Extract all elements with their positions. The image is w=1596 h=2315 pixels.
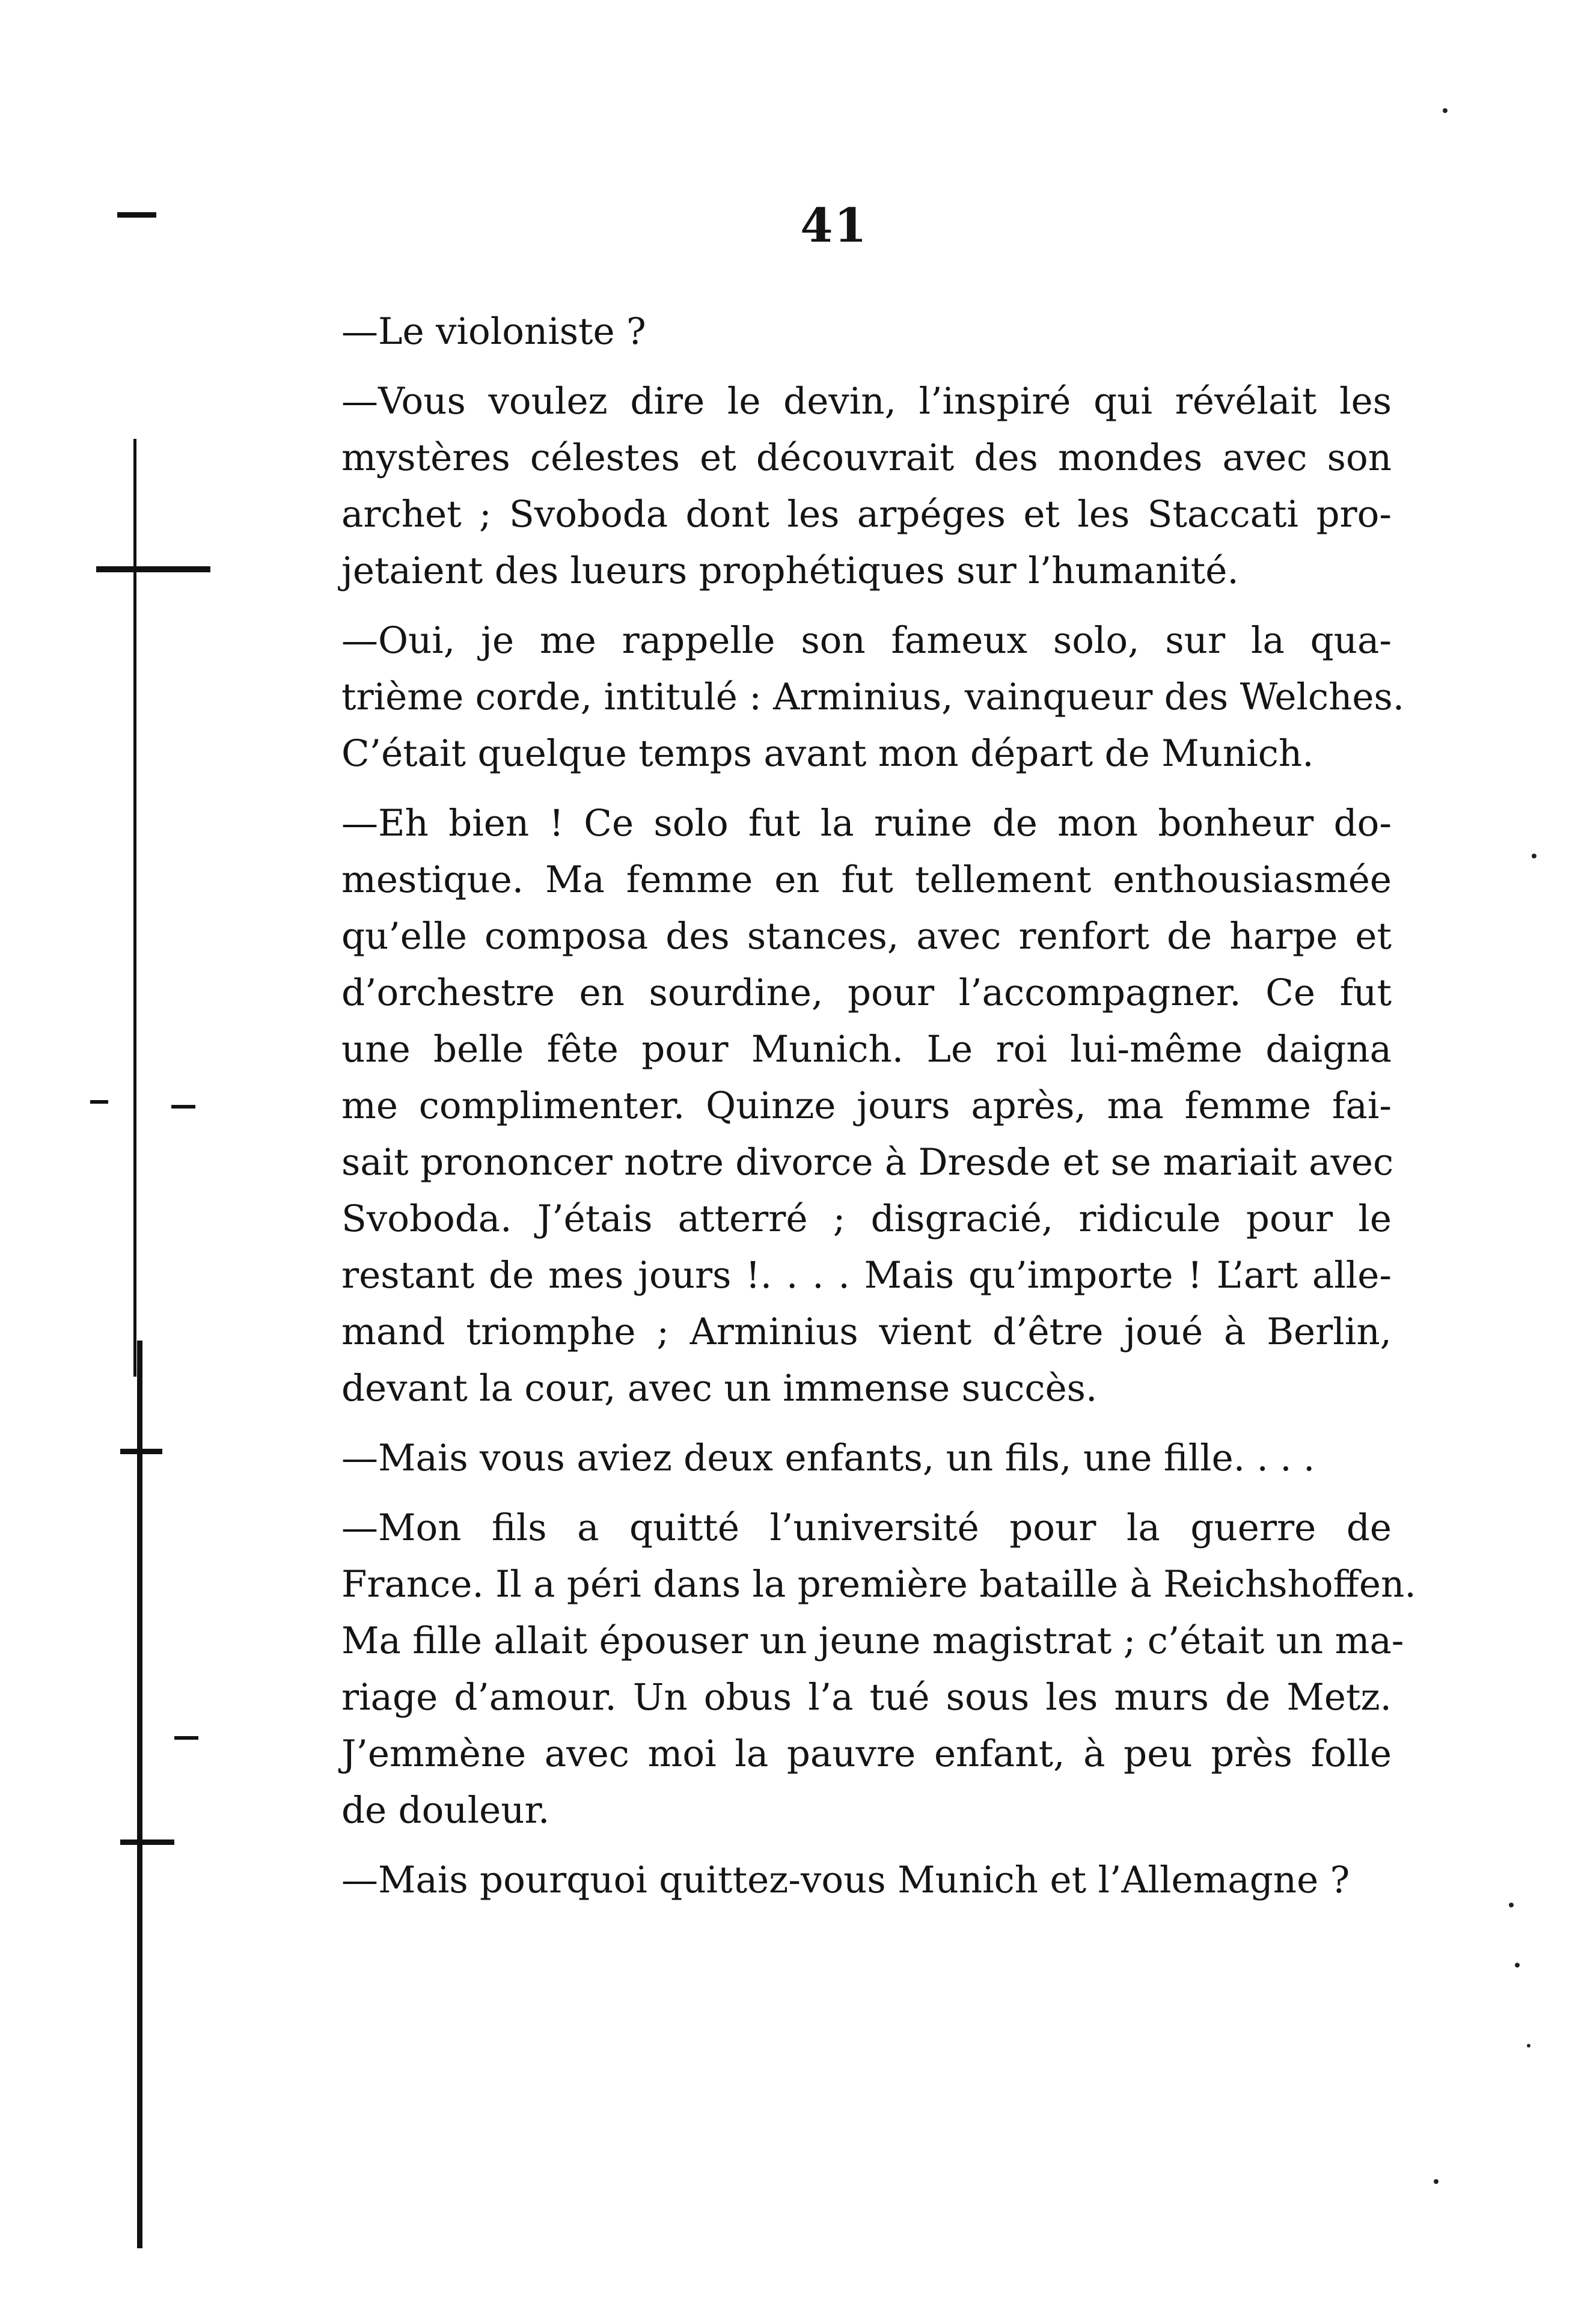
text-line: d’orchestre en sourdine, pour l’accompagner. Ce fut <box>341 971 1392 1014</box>
text-line: trième corde, intitulé : Arminius, vainqueur des Welches. <box>341 676 1405 718</box>
text-line: me complimenter. Quinze jours après, ma femme fai- <box>341 1084 1392 1127</box>
text-line: J’emmène avec moi la pauvre enfant, à peu près folle <box>341 1732 1392 1775</box>
text-line: mand triomphe ; Arminius vient d’être joué à Berlin, <box>341 1310 1392 1353</box>
text-line: —Mais pourquoi quittez-vous Munich et l’Allemagne ? <box>341 1859 1350 1901</box>
page-number: 41 <box>800 198 868 253</box>
margin-tick-6 <box>171 1105 195 1109</box>
scan-speck <box>1527 2044 1530 2047</box>
margin-tick-4 <box>120 1839 174 1845</box>
text-line: —Vous voulez dire le devin, l’inspiré qui révélait les <box>341 380 1392 423</box>
text-line: Ma fille allait épouser un jeune magistrat ; c’était un ma- <box>341 1619 1404 1662</box>
scan-speck <box>1443 108 1448 113</box>
paragraph-4 <box>301 795 1392 1417</box>
scan-speck <box>1509 1903 1514 1907</box>
text-line: —Le violoniste ? <box>341 310 646 353</box>
text-line: —Mon fils a quitté l’université pour la guerre de <box>341 1506 1392 1549</box>
paragraph-1 <box>301 304 1392 360</box>
scan-speck <box>1515 1963 1520 1968</box>
text-line: de douleur. <box>341 1789 550 1832</box>
text-line: devant la cour, avec un immense succès. <box>341 1367 1098 1410</box>
text-line: riage d’amour. Un obus l’a tué sous les murs de Metz. <box>341 1676 1392 1719</box>
margin-tick-7 <box>174 1736 198 1740</box>
text-line: Svoboda. J’étais atterré ; disgracié, ridicule pour le <box>341 1197 1392 1240</box>
text-line: —Oui, je me rappelle son fameux solo, sur la qua- <box>341 619 1392 662</box>
text-line: —Mais vous aviez deux enfants, un fils, une fille. . . . <box>341 1437 1315 1479</box>
text-line: C’était quelque temps avant mon départ de Munich. <box>341 732 1314 775</box>
text-line: sait prononcer notre divorce à Dresde et se mariait avec <box>341 1141 1394 1184</box>
margin-tick-1 <box>96 566 210 572</box>
paragraph-5 <box>301 1430 1392 1487</box>
text-line: restant de mes jours !. . . . Mais qu’importe ! L’art alle- <box>341 1254 1392 1297</box>
scan-speck <box>1434 2179 1439 2184</box>
text-line: archet ; Svoboda dont les arpéges et les Staccati pro- <box>341 493 1392 536</box>
margin-tick-3 <box>120 1449 162 1454</box>
text-line: qu’elle composa des stances, avec renfort de harpe et <box>341 915 1392 958</box>
text-line: une belle fête pour Munich. Le roi lui-même daigna <box>341 1028 1392 1071</box>
paragraph-2 <box>301 373 1392 599</box>
paragraph-3 <box>301 613 1405 782</box>
text-line: France. Il a péri dans la première bataille à Reichshoffen. <box>341 1563 1416 1606</box>
text-line: jetaient des lueurs prophétiques sur l’humanité. <box>341 549 1239 592</box>
margin-tick-5 <box>90 1100 108 1104</box>
paragraph-6 <box>301 1500 1416 1839</box>
margin-rule-lower <box>137 1341 142 2248</box>
body-text <box>301 304 1416 1922</box>
text-line: mystères célestes et découvrait des mondes avec son <box>341 436 1392 479</box>
text-line: mestique. Ma femme en fut tellement enthousiasmée <box>341 858 1392 901</box>
scan-speck <box>1532 854 1536 858</box>
paragraph-7 <box>301 1852 1392 1909</box>
text-line: —Eh bien ! Ce solo fut la ruine de mon bonheur do- <box>341 802 1392 845</box>
margin-rule-upper <box>133 439 136 1377</box>
